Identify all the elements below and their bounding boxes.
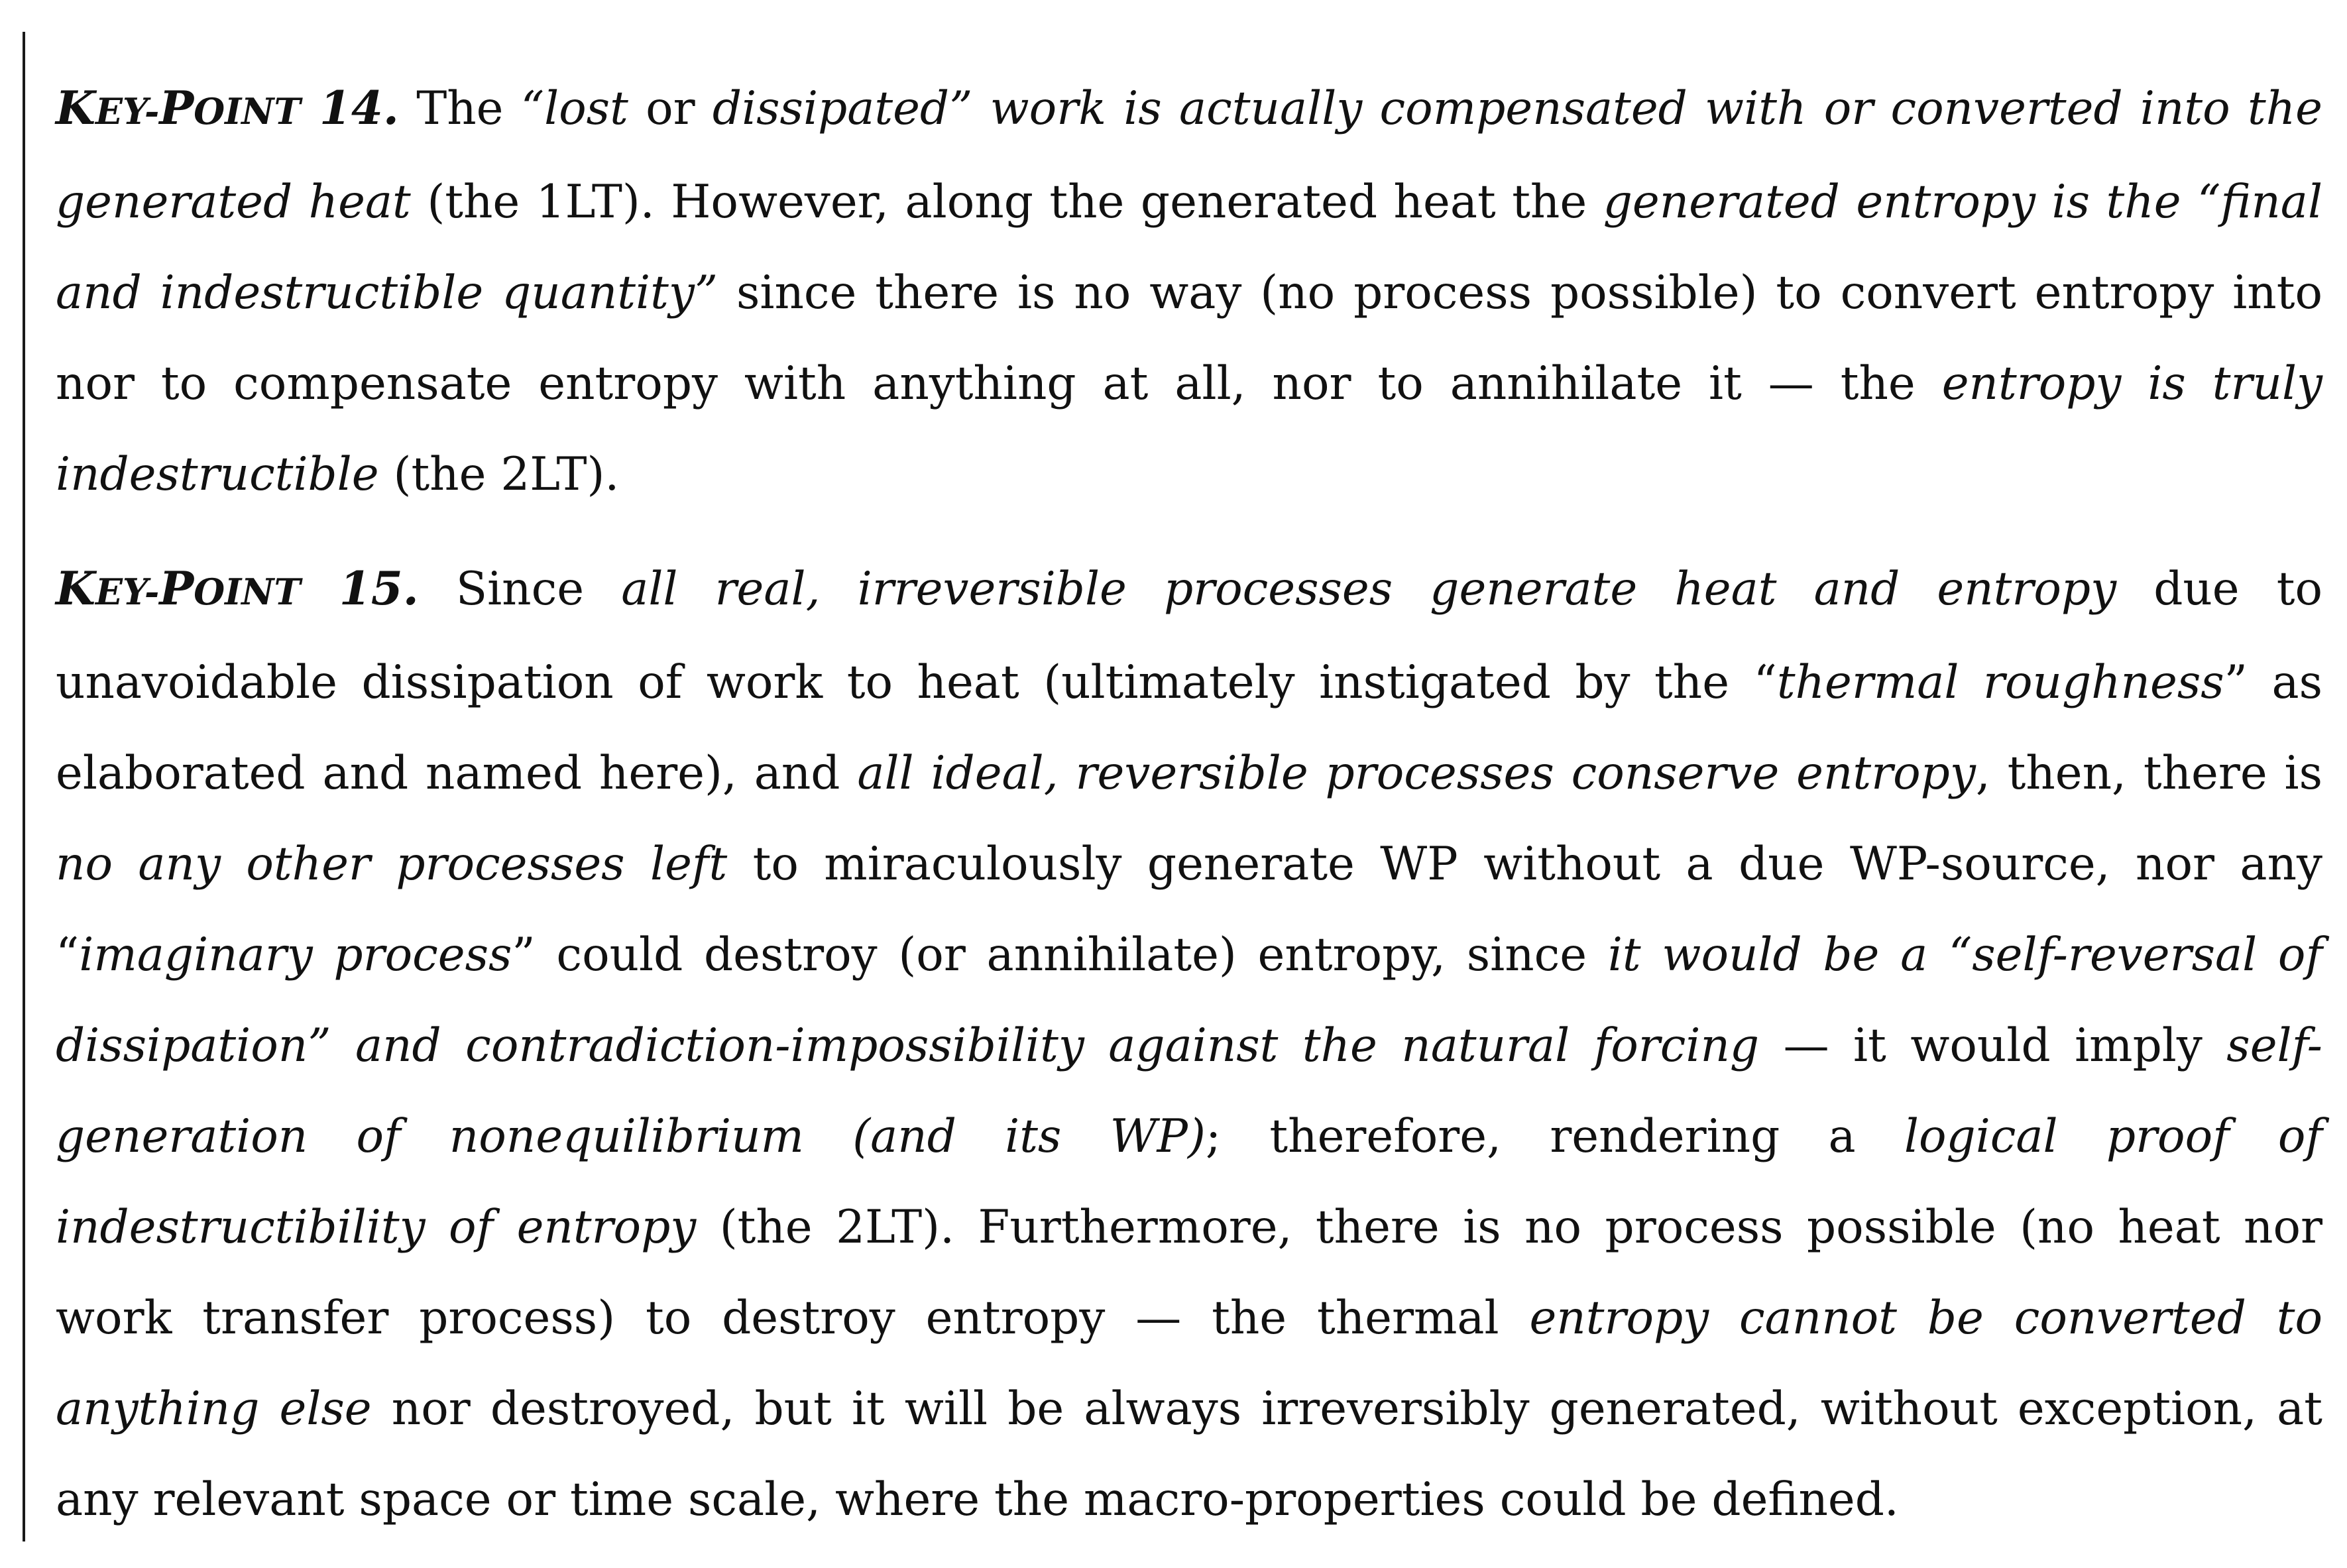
emphasis-segment: imaginary process [79, 928, 512, 981]
text-segment: or [628, 82, 713, 135]
text-segment: (the 2LT). Furthermore, there is no process possible (no heat nor work transfer process) to destroy entropy — the thermal [56, 1201, 2322, 1345]
left-margin-rule [23, 32, 25, 1541]
text-segment: — it would imply [1759, 1019, 2227, 1072]
emphasis-segment: it would be a “self-reversal of dissipation” and contradiction-impossibility against the natural forcing [56, 928, 2322, 1072]
key-point-14 [56, 63, 2322, 520]
key-point-label: KEY-POINT 15. [56, 562, 419, 616]
emphasis-segment: no any other processes left [56, 838, 728, 891]
text-segment: ; therefore, rendering a [1205, 1110, 1904, 1163]
text-segment: due to unavoidable dissipation of work to heat (ultimately instigated by the “ [56, 563, 2322, 709]
text-segment: ” could destroy (or annihilate) entropy, since [512, 928, 1608, 981]
text-segment: , then, there is [1975, 747, 2322, 800]
text-segment: since there is no way (no process possible) to convert entropy into nor to compensate entropy with anything at all, nor to annihilate it — the [56, 266, 2322, 410]
emphasis-segment: logical proof of indestructibility of entropy [56, 1110, 2323, 1254]
emphasis-segment: self-generation of nonequilibrium (and its WP) [56, 1019, 2322, 1163]
key-point-15 [56, 543, 2322, 1545]
key-point-label: KEY-POINT 14. [56, 82, 399, 135]
text-segment: The [398, 82, 521, 135]
key-points-section [56, 63, 2322, 1545]
text-segment: (the 2LT). [378, 448, 620, 501]
text-segment: Since [418, 563, 622, 616]
emphasis-segment: generated entropy is the “final and indestructible quantity” [56, 176, 2323, 319]
emphasis-segment: entropy cannot be converted to anything else [56, 1292, 2323, 1435]
emphasis-segment: thermal roughness [1776, 656, 2224, 709]
text-segment: nor destroyed, but it will be always irreversibly generated, without exception, at any relevant space or time scale, where the macro-properties could be defined. [56, 1382, 2323, 1526]
emphasis-segment: all real, irreversible processes generate heat and entropy [621, 563, 2117, 616]
emphasis-segment: entropy is truly indestructible [56, 357, 2322, 501]
emphasis-segment: all ideal, reversible processes conserve entropy [857, 747, 1976, 800]
text-segment: ” as elaborated and named here), and [56, 656, 2322, 800]
emphasis-segment: “lost [520, 82, 628, 135]
text-segment: (the 1LT). However, along the generated heat the [410, 176, 1603, 229]
emphasis-segment: dissipated” work is actually compensated with or converted into the generated heat [56, 82, 2322, 229]
text-segment: to miraculously generate WP without a due WP-source, nor any “ [56, 838, 2322, 981]
